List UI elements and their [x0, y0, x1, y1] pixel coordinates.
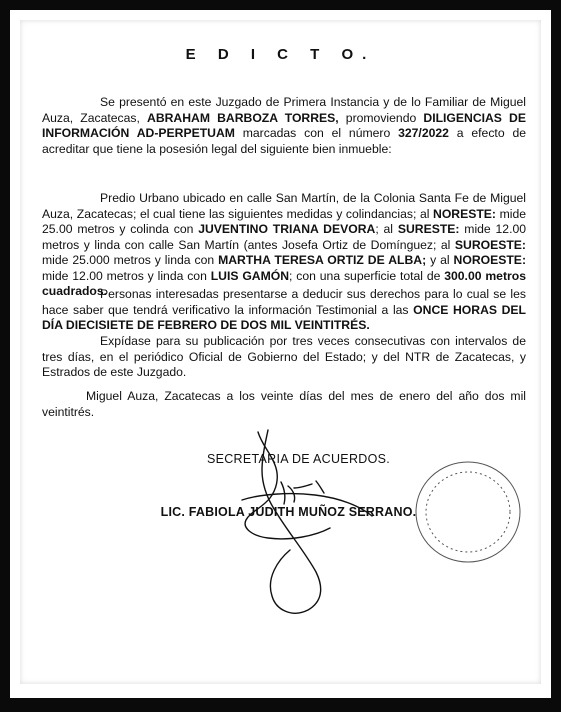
- p1-text-3: marcadas con el número: [234, 126, 399, 140]
- p2-bold-juventino: JUVENTINO TRIANA DEVORA: [198, 222, 376, 236]
- signature-office: SECRETARIA DE ACUERDOS.: [206, 452, 391, 466]
- p2-bold-superficie: 300.00 metros cuadrados.: [42, 268, 526, 298]
- p4-text-1: Expídase para su publicación por tres veces consecutivas con intervalos de tres días, en el periódico Oficial de Gobierno del Estado; y del NTR de Zacatecas, y Estrados de este Juzgado.: [42, 334, 526, 379]
- p2-text-6: y al: [426, 253, 454, 267]
- p2-text-5: mide 25.000 metros y linda con: [42, 253, 219, 267]
- p1-text-1: Se presentó en este Juzgado de Primera Instancia y de lo Familiar de Miguel Auza, Zacatecas,: [42, 95, 526, 125]
- p2-bold-noroeste: NOROESTE:: [453, 253, 526, 267]
- p3-bold-date: ONCE HORAS DEL DÍA DIECISIETE DE FEBRERO DE DOS MIL VEINTITRÉS.: [42, 302, 526, 332]
- p5-text-1: Miguel Auza, Zacatecas a los veinte días del mes de enero del año dos mil veintitrés.: [42, 389, 526, 419]
- p2-bold-noreste: NORESTE:: [433, 206, 496, 221]
- p1-bold-name: ABRAHAM BARBOZA TORRES,: [147, 110, 339, 125]
- p1-text-4: a efecto de acreditar que tiene la posesión legal del siguiente bien inmueble:: [42, 126, 526, 156]
- p1-bold-diligencias: DILIGENCIAS DE INFORMACIÓN AD-PERPETUAM: [42, 110, 526, 140]
- p1-bold-number: 327/2022: [398, 126, 449, 140]
- p2-bold-suroeste: SUROESTE:: [454, 237, 526, 252]
- p2-text-1: Predio Urbano ubicado en calle San Martín, de la Colonia Santa Fe de Miguel Auza, Zacatecas; el cual tiene las siguientes medidas y colindancias; al: [42, 191, 526, 221]
- signature-name: LIC. FABIOLA JUDITH MUÑOZ SERRANO.: [160, 505, 417, 519]
- p2-text-7: mide 12.00 metros y linda con: [42, 268, 211, 283]
- p2-text-3: ; al: [375, 222, 398, 236]
- p2-text-4: mide 12.00 metros y linda con calle San Martín (antes Josefa Ortiz de Domínguez; al: [42, 222, 527, 252]
- p3-text-1: Personas interesadas presentarse a deducir sus derechos para lo cual se les hace saber que tendrá verificativo la información Testimonial a las: [42, 287, 526, 317]
- document-title: E D I C T O.: [185, 46, 376, 63]
- p2-text-2: mide 25.00 metros y colinda con: [42, 206, 526, 236]
- p2-bold-sureste: SURESTE:: [397, 222, 460, 236]
- p2-bold-martha: MARTHA TERESA ORTIZ DE ALBA;: [218, 253, 427, 267]
- p1-text-2: promoviendo: [338, 110, 424, 125]
- p2-text-8: ; con una superficie total de: [289, 268, 445, 283]
- p2-bold-luis: LUIS GAMÓN: [210, 268, 290, 283]
